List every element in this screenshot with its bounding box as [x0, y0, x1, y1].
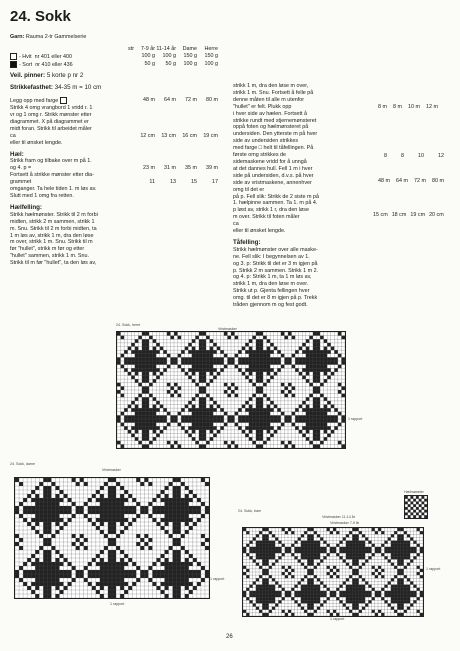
- needles-text: 5 korte p nr 2: [46, 72, 84, 80]
- text-line: strikk 1 m, dra den løse m over.: [233, 281, 309, 288]
- text-line: 1. hælpinne sammen. Ta 1. m på 4.: [233, 200, 318, 207]
- knitting-chart-dame: [14, 477, 210, 599]
- chart-caption: 24. Sokk, herre: [116, 323, 141, 327]
- value: 10: [418, 153, 424, 159]
- text-line: undersiden. Den ytterste m på hver: [233, 131, 318, 138]
- text-line: midten, strikk 2 m sammen, strikk 1: [10, 218, 95, 225]
- text-line: p. Strikk 2 m sammen. Strikk 1 m 2.: [233, 267, 319, 274]
- value: 80 m: [206, 97, 218, 104]
- text-line: første omg strikkes de: [233, 152, 287, 159]
- value: 19 cm: [203, 132, 218, 139]
- gauge-text: 34-35 m = 10 cm: [54, 84, 102, 92]
- yarn-row-white: [10, 53, 218, 61]
- value: 31 m: [164, 165, 176, 172]
- text-line: Slutt med 1 omg fra retten.: [10, 192, 74, 199]
- text-line: midt foran. Strikk til arbeidet måler: [10, 125, 92, 132]
- text-line: før "hullet", strikk m før og etter: [10, 246, 85, 253]
- value: 20 cm: [429, 212, 444, 218]
- knitting-chart-herre: [116, 331, 346, 449]
- text-line: og 4. p: Strikk 1 m, ta 1 m løs av,: [233, 274, 312, 281]
- value: 64 m: [164, 97, 176, 104]
- text-line: Strikk fram og tilbake over m på 1.: [10, 158, 92, 165]
- text-line: Strikk 4 omg vrangbord 1 vridd r. 1: [10, 105, 93, 112]
- heel-shaping-section: [10, 205, 218, 267]
- text-line: Legg opp med farge: [10, 98, 59, 105]
- text-line: Strikk til m før "hullet", ta den løs av,: [10, 260, 97, 267]
- text-line: vr og 1 omg r. Strikk mønster etter: [10, 112, 92, 119]
- text-line: denne måten til alle m utenfor: [233, 96, 305, 103]
- text-line: side av vristmaskene, annenhver: [233, 179, 312, 186]
- heel-section: [10, 152, 218, 200]
- repeat-label: 1 rapport: [348, 417, 363, 421]
- text-line: 1 m løs av, strikk 1 m, dra den løse: [10, 232, 94, 239]
- value: 64 m: [395, 178, 408, 184]
- value: 13 cm: [161, 132, 176, 139]
- cast-on-section: [10, 97, 218, 146]
- foot-length-values: [373, 212, 444, 218]
- value: 50 g: [165, 60, 176, 67]
- text-line: oppå foten og hælmønsteret på: [233, 124, 309, 131]
- text-line: sidemaskene vridd for å unngå: [233, 158, 307, 165]
- text-line: Strikk ut p. Gjenta fellingen hver: [233, 288, 310, 295]
- grid-svg: [15, 478, 209, 598]
- yarn-color-detail: nr 410 eller 436: [35, 61, 73, 68]
- grid-lines: [117, 332, 345, 448]
- text-line: p løst av, strikk 1 r, dra den løse: [233, 207, 309, 214]
- text-line: omg. til det er 8 m igjen på p. Trekk: [233, 295, 318, 302]
- yarn-color-label: - Sort: [19, 61, 33, 68]
- text-line: "hullet" er felt. Plukk opp: [233, 103, 292, 110]
- text-line: at det dannes hull. Fell 1 m i hver: [233, 165, 313, 172]
- text-line: ca: [233, 221, 239, 228]
- value: 150 g: [204, 52, 218, 59]
- size-header-str: str: [128, 45, 134, 52]
- chart-herre-figure: [112, 323, 363, 461]
- text-line: eller til ønsket lengde.: [10, 139, 63, 146]
- grid-svg: [405, 496, 427, 518]
- text-line: grammet: [10, 179, 32, 186]
- heel-heading: Hæl:: [10, 150, 24, 158]
- text-line: side på undersiden, d.v.s. på hver: [233, 172, 314, 179]
- text-line: omg til det er: [233, 186, 265, 193]
- pickup-values: [378, 104, 438, 110]
- value: 15: [191, 179, 197, 186]
- size-header: [10, 46, 218, 53]
- left-column: [10, 34, 218, 267]
- gauge-heading: Strikkefasthet:: [10, 84, 53, 92]
- yarn-heading: Garn:: [10, 34, 25, 40]
- yarn-text: Rauma 2-tr Gammelserie: [25, 34, 87, 40]
- size-header-3: Dame: [182, 45, 197, 52]
- black-swatch-icon: [10, 61, 17, 68]
- side-values: [384, 153, 444, 159]
- text-line: side av undersiden strikkes: [233, 138, 299, 145]
- page-number: 26: [226, 634, 233, 640]
- value: 12: [438, 153, 444, 159]
- text-line: eller til ønsket lengde.: [233, 228, 286, 235]
- value: 39 m: [206, 165, 218, 172]
- text-line: tråden gjennom m og fest godt.: [233, 302, 308, 309]
- text-line: diagrammet. X på diagrammet er: [10, 118, 89, 125]
- value: 18 cm: [391, 212, 407, 218]
- value: 8: [401, 153, 404, 159]
- value: 48 m: [378, 178, 390, 184]
- value: 10 m: [408, 104, 420, 110]
- knitting-chart-barn: [242, 527, 424, 617]
- size-header-2: 11-14 år: [156, 45, 176, 52]
- text-line: ca: [10, 132, 16, 139]
- value: 150 g: [183, 52, 197, 59]
- text-line: og 4. p =: [10, 165, 32, 172]
- toe-heading: Tåfelling:: [233, 238, 261, 246]
- middle-column: [233, 83, 373, 309]
- value: 11: [149, 179, 155, 186]
- value: 15 cm: [373, 212, 388, 218]
- yarn-color-detail: nr 401 eller 400: [34, 53, 73, 60]
- value: 100 g: [183, 60, 197, 67]
- repeat-label: 1 rapport: [110, 602, 125, 606]
- chart-label: Vristmasker: [218, 327, 237, 331]
- value: 23 m: [143, 165, 155, 172]
- size-header-1: 7-9 år: [140, 45, 155, 52]
- value: 35 m: [185, 165, 197, 172]
- grid-svg: [117, 332, 345, 448]
- remaining-values: [378, 178, 444, 184]
- text-line: strikk 1 m. Snu. Fortsett å felle på: [233, 89, 314, 96]
- page-title: 24. Sokk: [10, 8, 71, 25]
- value: 72 m: [185, 97, 197, 104]
- text-line: Fortsett å strikke mønster etter dia-: [10, 172, 94, 179]
- yarn-row-black: [10, 61, 218, 69]
- value: 100 g: [204, 60, 218, 67]
- chart-label: Vristmasker: [102, 468, 121, 472]
- value: 19 cm: [410, 212, 426, 218]
- value: 12 m: [425, 104, 438, 110]
- text-line: strikk 1 m, dra den løse m over,: [233, 83, 309, 89]
- value: 16 cm: [182, 132, 197, 139]
- text-line: m over. Strikk til foten måler: [233, 214, 300, 221]
- chart-label: Vristmasker 7-9 år: [330, 521, 360, 525]
- text-line: og 3. p: Strikk til det er 3 m igjen på: [233, 260, 318, 267]
- chart-label: Vristmasker 11-14 år: [322, 515, 355, 519]
- yarn-color-label: - Hvit: [19, 53, 32, 60]
- needles-heading: Veil. pinner:: [10, 72, 46, 80]
- white-swatch-icon: [60, 97, 67, 104]
- text-line: på p. Fell slik: Strikk de 2 siste m på: [233, 193, 319, 200]
- grid-svg: [243, 528, 423, 616]
- value: 100 g: [141, 52, 155, 59]
- text-line: "hullet" sammen, strikk 1 m. Snu.: [10, 253, 90, 260]
- text-line: Strikk hælmønster over alle maske-: [233, 246, 318, 253]
- value: 100 g: [162, 52, 176, 59]
- size-header-4: Herre: [204, 45, 218, 52]
- value: 48 m: [143, 97, 155, 104]
- white-swatch-icon: [10, 53, 17, 60]
- value: 8 m: [378, 104, 387, 110]
- chart-caption: 24. Sokk, barn: [238, 509, 262, 513]
- repeat-label: 1 rapport: [210, 577, 225, 581]
- chart-label: Hælmønster: [404, 490, 424, 494]
- chart-dame-figure: [10, 462, 225, 615]
- value: 12 cm: [140, 132, 155, 139]
- value: 13: [170, 179, 176, 186]
- text-line: ne. Fell slik: I begynnelsen av 1.: [233, 253, 310, 260]
- text-line: strikke rundt med stjernemønsteret: [233, 117, 317, 124]
- value: 8: [384, 153, 387, 159]
- heel-pattern-swatch: [404, 495, 428, 519]
- repeat-label: 1 rapport: [330, 617, 345, 621]
- text-line: med farge □ helt til tåfellingen. På: [233, 145, 314, 152]
- text-line: omganger. Ta hele tiden 1. m løs av.: [10, 186, 97, 193]
- repeat-label: 1 rapport: [426, 567, 441, 571]
- value: 17: [212, 179, 218, 186]
- value: 8 m: [393, 104, 402, 110]
- text-line: m. Snu. Strikk til 2 m forbi midten, ta: [10, 225, 97, 232]
- value: 80 m: [431, 178, 444, 184]
- heel-shaping-heading: Hælfelling:: [10, 203, 42, 211]
- value: 50 g: [144, 60, 155, 67]
- text-line: i hver side av hælen. Fortsett å: [233, 110, 308, 117]
- chart-caption: 24. Sokk, dame: [10, 462, 35, 466]
- chart-barn-figure: [230, 491, 458, 621]
- text-line: m over, strikk 1 m. Snu. Strikk til m: [10, 239, 93, 246]
- text-line: Strikk hælmønster. Strikk til 2 m forbi: [10, 211, 98, 218]
- value: 72 m: [413, 178, 426, 184]
